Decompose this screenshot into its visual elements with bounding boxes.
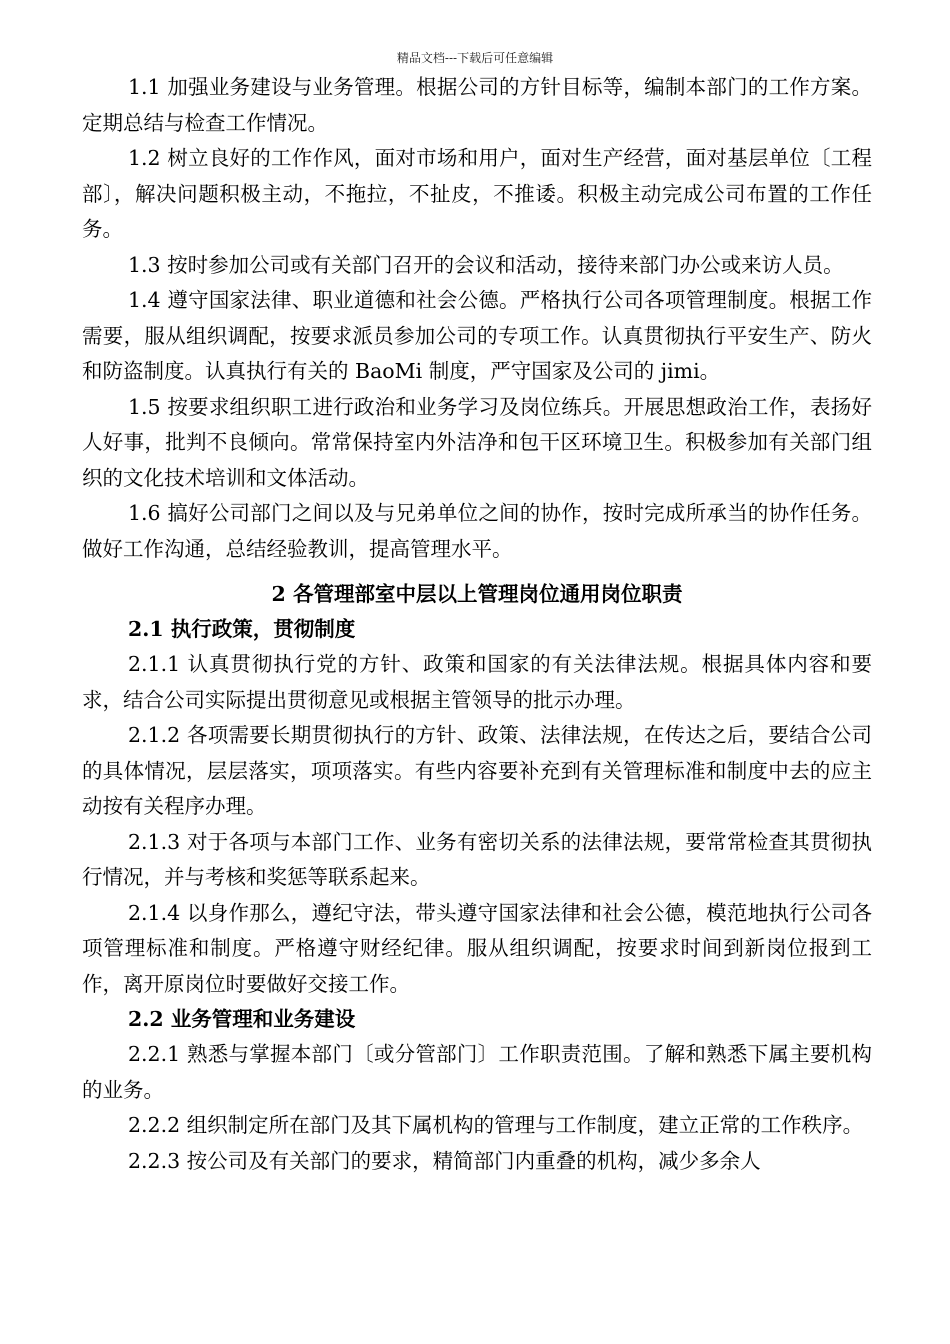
paragraph-2-1-3: 2.1.3 对于各项与本部门工作、业务有密切关系的法律法规，要常常检查其贯彻执行情况，并与考核和奖惩等联系起来。 (82, 829, 872, 889)
paragraph-1-5: 1.5 按要求组织职工进行政治和业务学习及岗位练兵。开展思想政治工作，表扬好人好事，批判不良倾向。常常保持室内外洁净和包干区环境卫生。积极参加有关部门组织的文化技术培训和文体活动。 (82, 394, 872, 490)
paragraph-1-1: 1.1 加强业务建设与业务管理。根据公司的方针目标等，编制本部门的工作方案。定期总结与检查工作情况。 (82, 75, 872, 135)
paragraph-2-2-2: 2.2.2 组织制定所在部门及其下属机构的管理与工作制度，建立正常的工作秩序。 (128, 1113, 864, 1137)
paragraph-2-1-4: 2.1.4 以身作那么，遵纪守法，带头遵守国家法律和社会公德，模范地执行公司各项管理标准和制度。严格遵守财经纪律。服从组织调配，按要求时间到新岗位报到工作，离开原岗位时要做好交接工作。 (82, 900, 872, 996)
section-2-heading: 2 各管理部室中层以上管理岗位通用岗位职责 (271, 582, 683, 606)
document-body (82, 70, 872, 1179)
page-header: 精品文档---下载后可任意编辑 (396, 51, 554, 65)
paragraph-1-3: 1.3 按时参加公司或有关部门召开的会议和活动，接待来部门办公或来访人员。 (128, 252, 844, 277)
section-2-1-heading: 2.1 执行政策，贯彻制度 (128, 617, 356, 641)
paragraph-2-2-3: 2.2.3 按公司及有关部门的要求，精简部门内重叠的机构，减少多余人 (128, 1148, 761, 1173)
paragraph-1-4: 1.4 遵守国家法律、职业道德和社会公德。严格执行公司各项管理制度。根据工作需要，服从组织调配，按要求派员参加公司的专项工作。认真贯彻执行平安生产、防火和防盗制度。认真执行有关的 BaoMi 制度，严守国家及公司的 jimi。 (82, 288, 872, 383)
paragraph-1-2: 1.2 树立良好的工作作风，面对市场和用户，面对生产经营，面对基层单位〔工程部〕，解决问题积极主动，不拖拉，不扯皮，不推诿。积极主动完成公司布置的工作任务。 (82, 146, 872, 241)
paragraph-2-2-1: 2.2.1 熟悉与掌握本部门〔或分管部门〕工作职责范围。了解和熟悉下属主要机构的业务。 (82, 1042, 872, 1102)
paragraph-2-1-2: 2.1.2 各项需要长期贯彻执行的方针、政策、法律法规，在传达之后，要结合公司的具体情况，层层落实，项项落实。有些内容要补充到有关管理标准和制度中去的应主动按有关程序办理。 (82, 723, 872, 818)
paragraph-1-6: 1.6 搞好公司部门之间以及与兄弟单位之间的协作，按时完成所承当的协作任务。做好工作沟通，总结经验教训，提高管理水平。 (82, 501, 872, 561)
paragraph-2-1-1: 2.1.1 认真贯彻执行党的方针、政策和国家的有关法律法规。根据具体内容和要求，结合公司实际提出贯彻意见或根据主管领导的批示办理。 (82, 652, 872, 712)
section-2-2-heading: 2.2 业务管理和业务建设 (128, 1007, 356, 1031)
